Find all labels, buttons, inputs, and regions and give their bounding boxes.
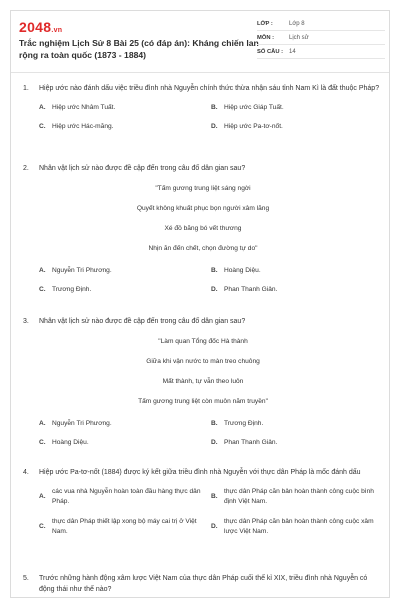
question-number: 2. bbox=[23, 165, 29, 172]
option-text: Hiệp ước Nhâm Tuất. bbox=[52, 104, 116, 111]
verse-line: "Tấm gương trung liệt sáng ngời bbox=[155, 185, 251, 192]
meta-value: Lớp 8 bbox=[289, 20, 305, 27]
verse-line: Xé đồ băng bó vết thương bbox=[164, 225, 242, 232]
option-letter: B. bbox=[211, 493, 218, 500]
meta-value: 14 bbox=[289, 48, 296, 55]
option-letter: D. bbox=[211, 439, 218, 446]
riddle-verses bbox=[23, 184, 383, 254]
option-letter: C. bbox=[39, 439, 46, 446]
logo-suffix: .vn bbox=[51, 27, 63, 34]
option-a[interactable] bbox=[39, 487, 211, 507]
question-text: Trước những hành động xâm lược Việt Nam của thực dân Pháp cuối thế kỉ XIX, triều đình nhà Nguyễn có động thái như thế nào? bbox=[39, 575, 368, 593]
verse-line: Nhịn ăn đến chết, chọn đường tự do" bbox=[148, 245, 258, 252]
option-letter: A. bbox=[39, 420, 46, 427]
option-b[interactable] bbox=[211, 419, 383, 429]
option-text: Trương Định. bbox=[52, 286, 92, 293]
option-b[interactable] bbox=[211, 103, 383, 113]
option-c[interactable] bbox=[39, 517, 211, 537]
answer-options bbox=[39, 103, 383, 132]
riddle-verses bbox=[23, 337, 383, 407]
meta-row-subject bbox=[257, 31, 385, 45]
verse-line: Giữa khi vận nước to màn treo chuông bbox=[146, 358, 260, 365]
question-1 bbox=[23, 83, 383, 132]
question-number: 1. bbox=[23, 85, 29, 92]
option-a[interactable] bbox=[39, 266, 211, 276]
meta-label: MÔN : bbox=[257, 34, 275, 41]
option-text: Hiệp ước Hác-măng. bbox=[52, 123, 114, 130]
option-d[interactable] bbox=[211, 517, 383, 537]
answer-options bbox=[39, 419, 383, 448]
option-c[interactable] bbox=[39, 285, 211, 295]
quiz-meta bbox=[257, 17, 385, 59]
option-c[interactable] bbox=[39, 122, 211, 132]
question-3 bbox=[23, 316, 383, 448]
option-b[interactable] bbox=[211, 487, 383, 507]
page-title: Trắc nghiệm Lịch Sử 8 Bài 25 (có đáp án): Kháng chiến lan rộng ra toàn quốc (1873 - 1884) bbox=[19, 38, 259, 60]
question-5 bbox=[23, 573, 383, 595]
option-b[interactable] bbox=[211, 266, 383, 276]
option-text: Phan Thanh Giản. bbox=[224, 286, 278, 293]
meta-row-count bbox=[257, 45, 385, 59]
page-header bbox=[11, 11, 389, 73]
meta-row-class bbox=[257, 17, 385, 31]
meta-value: Lịch sử bbox=[289, 34, 309, 41]
option-text: các vua nhà Nguyễn hoàn toàn đầu hàng thực dân Pháp. bbox=[52, 488, 201, 505]
option-letter: D. bbox=[211, 286, 218, 293]
option-letter: D. bbox=[211, 523, 218, 530]
question-text: Nhân vật lịch sử nào được đề cập đến trong câu đố dân gian sau? bbox=[39, 318, 246, 325]
option-letter: C. bbox=[39, 123, 46, 130]
question-number: 3. bbox=[23, 318, 29, 325]
verse-line: Mất thành, tự vẫn theo luôn bbox=[162, 378, 244, 385]
option-letter: C. bbox=[39, 286, 46, 293]
answer-options bbox=[39, 266, 383, 295]
option-text: Phan Thanh Giản. bbox=[224, 439, 278, 446]
meta-label: LỚP : bbox=[257, 20, 273, 27]
option-text: thực dân Pháp thiết lập xong bộ máy cai trị ở Việt Nam. bbox=[52, 518, 197, 535]
option-a[interactable] bbox=[39, 103, 211, 113]
logo-text: 2048 bbox=[19, 19, 52, 35]
option-text: Hoàng Diệu. bbox=[52, 439, 89, 446]
question-number: 4. bbox=[23, 469, 29, 476]
option-text: Hiệp ước Giáp Tuất. bbox=[224, 104, 284, 111]
option-letter: A. bbox=[39, 267, 46, 274]
option-c[interactable] bbox=[39, 438, 211, 448]
meta-label: SỐ CÂU : bbox=[257, 48, 284, 55]
option-d[interactable] bbox=[211, 122, 383, 132]
option-d[interactable] bbox=[211, 438, 383, 448]
option-text: thực dân Pháp căn bản hoàn thành công cuộc xâm lược Việt Nam. bbox=[224, 518, 374, 535]
verse-line: Quyết không khuất phục bọn người xâm lăng bbox=[136, 205, 270, 212]
option-text: thực dân Pháp căn bản hoàn thành công cuộc bình định Việt Nam. bbox=[224, 488, 374, 505]
question-number: 5. bbox=[23, 575, 29, 582]
site-logo[interactable] bbox=[19, 19, 62, 35]
option-letter: A. bbox=[39, 104, 46, 111]
question-text: Hiệp ước Pa-tơ-nốt (1884) được ký kết giữa triều đình nhà Nguyễn với thực dân Pháp là mốc đánh dấu bbox=[39, 469, 361, 476]
option-text: Trương Định. bbox=[224, 420, 264, 427]
verse-line: Tấm gương trung liệt còn muôn năm truyền" bbox=[138, 398, 268, 405]
option-a[interactable] bbox=[39, 419, 211, 429]
question-4 bbox=[23, 467, 383, 537]
question-text: Hiệp ước nào đánh dấu việc triều đình nhà Nguyễn chính thức thừa nhận sáu tỉnh Nam Kì là đất thuộc Pháp? bbox=[39, 85, 380, 92]
option-text: Nguyễn Tri Phương. bbox=[52, 420, 112, 427]
option-letter: D. bbox=[211, 123, 218, 130]
document-page bbox=[10, 10, 390, 598]
question-2 bbox=[23, 163, 383, 295]
option-d[interactable] bbox=[211, 285, 383, 295]
answer-options bbox=[39, 487, 383, 537]
option-text: Hoàng Diệu. bbox=[224, 267, 261, 274]
option-letter: C. bbox=[39, 523, 46, 530]
option-text: Hiệp ước Pa-tơ-nốt. bbox=[224, 123, 283, 130]
option-letter: B. bbox=[211, 104, 218, 111]
option-letter: B. bbox=[211, 420, 218, 427]
question-text: Nhân vật lịch sử nào được đề cập đến trong câu đố dân gian sau? bbox=[39, 165, 246, 172]
option-letter: A. bbox=[39, 493, 46, 500]
option-letter: B. bbox=[211, 267, 218, 274]
option-text: Nguyễn Tri Phương. bbox=[52, 267, 112, 274]
verse-line: "Làm quan Tổng đốc Hà thành bbox=[158, 338, 248, 345]
